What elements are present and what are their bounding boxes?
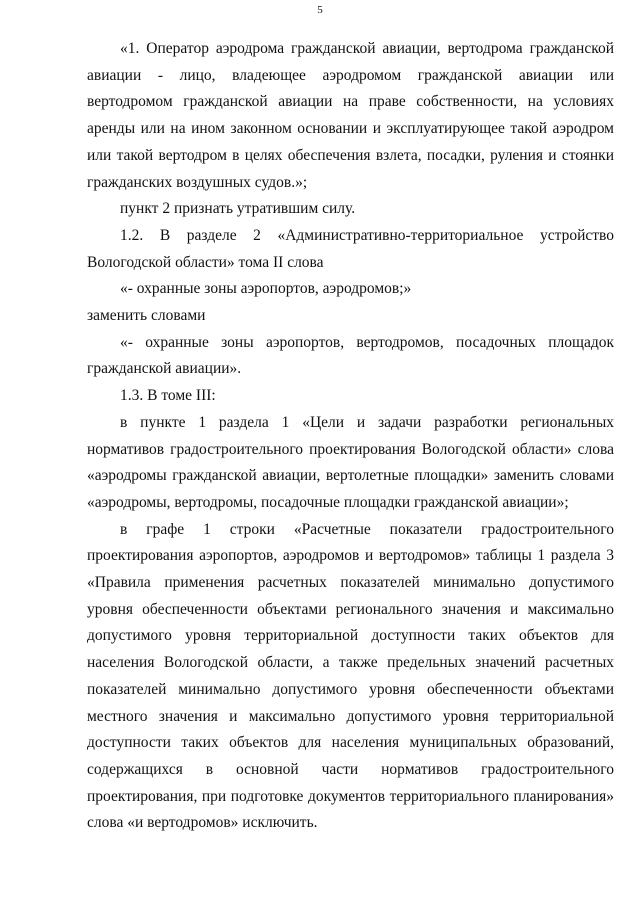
paragraph-replace-with: заменить словами [87,307,206,325]
paragraph-operator-definition: «1. Оператор аэродрома гражданской авиации, вертодрома гражданской авиации - лицо, владеющее аэродромом гражданской авиации или вертодромом гражданской авиации на праве собственности, на условиях аренды или на ином законном основании и эксплуатирующее такой аэродром или такой вертодром в целях обеспечения взлета, посадки, руления и стоянки гражданских воздушных судов.»; [87,40,614,191]
paragraph-old-wording: «- охранные зоны аэропортов, аэродромов;» [120,280,412,298]
document-body [87,36,614,837]
paragraph-new-wording: «- охранные зоны аэропортов, вертодромов, посадочных площадок гражданской авиации». [87,333,614,378]
paragraph-1-2-section-2: 1.2. В разделе 2 «Административно-территориальное устройство Вологодской области» тома II слова [87,226,614,271]
paragraph-table-1-column-1: в графе 1 строки «Расчетные показатели градостроительного проектирования аэропортов, аэродромов и вертодромов» таблицы 1 раздела 3 «Правила применения расчетных показателей минимально допустимого уровня обеспеченности объектами регионального значения и максимально допустимого уровня территориальной доступности таких объектов для населения Вологодской области, а также предельных значений расчетных показателей минимально допустимого уровня обеспеченности объектами местного значения и максимально допустимого уровня территориальной доступности таких объектов для населения муниципальных образований, содержащихся в основной части нормативов градостроительного проектирования, при подготовке документов территориального планирования» слова «и вертодромов» исключить. [87,520,614,832]
paragraph-item-2-void: пункт 2 признать утратившим силу. [120,200,356,218]
paragraph-1-3-volume-3: 1.3. В томе III: [120,387,216,405]
paragraph-section-1-goals: в пункте 1 раздела 1 «Цели и задачи разработки региональных нормативов градостроительного проектирования Вологодской области» слова «аэродромы гражданской авиации, вертолетные площадки» заменить словами «аэродромы, вертодромы, посадочные площадки гражданской авиации»; [87,413,614,511]
page-number: 5 [317,4,323,16]
